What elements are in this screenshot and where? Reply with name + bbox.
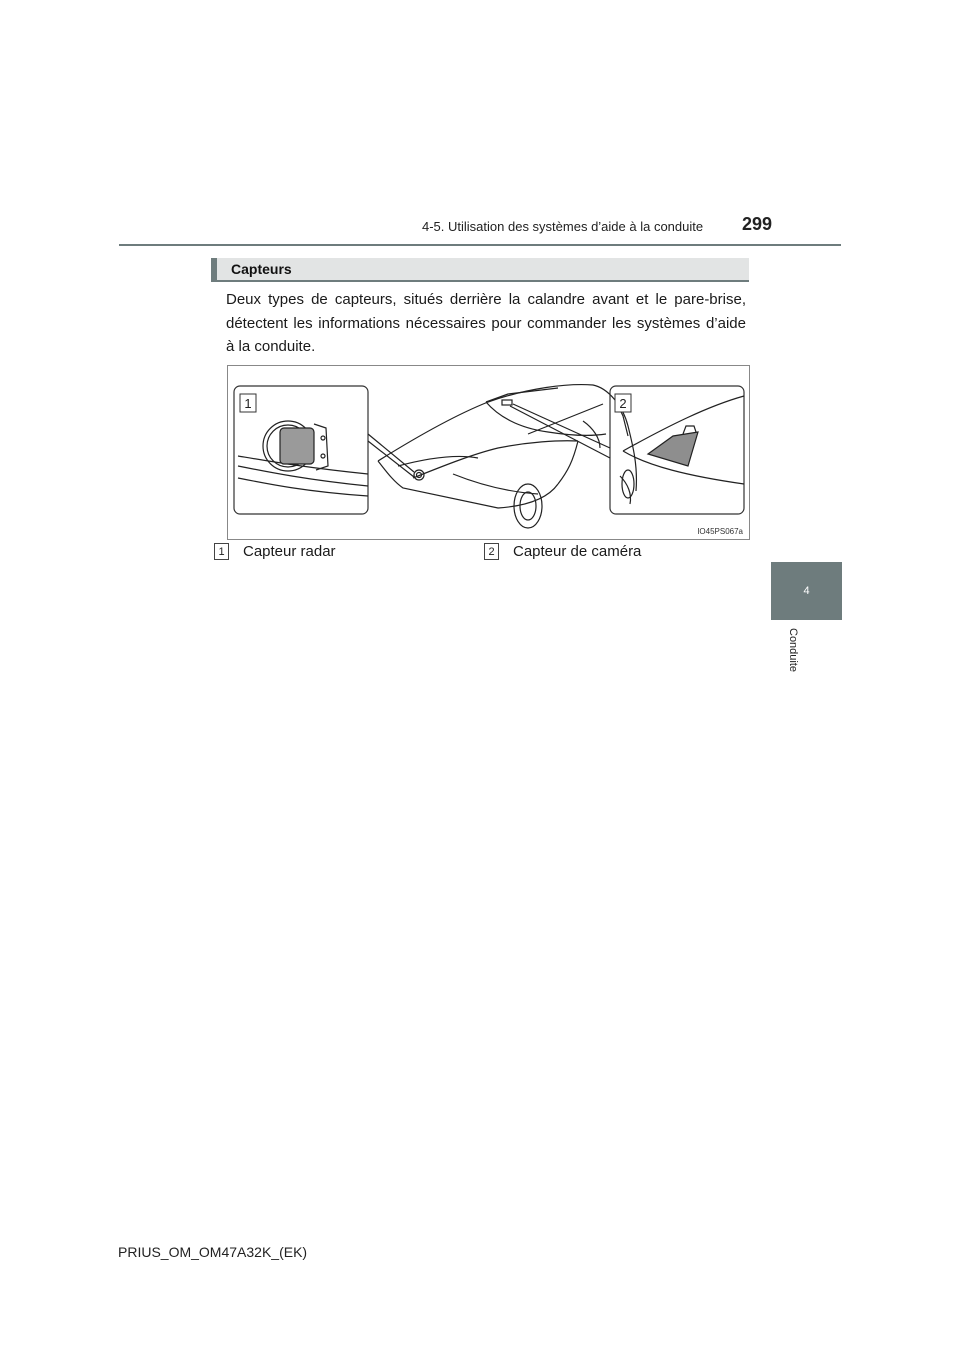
caption-number-2: 2 (484, 543, 499, 560)
chapter-number: 4 (803, 585, 810, 597)
callout-1-label: 1 (244, 396, 252, 411)
chapter-tab[interactable] (771, 562, 842, 620)
sensor-illustration (227, 365, 750, 540)
caption-number-1: 1 (214, 543, 229, 560)
car-sensors-drawing (228, 366, 749, 539)
caption-camera (484, 543, 641, 560)
section-heading-bar (211, 258, 749, 282)
header-divider (119, 244, 841, 246)
figure-code: IO45PS067a (697, 527, 743, 536)
running-header-section: 4-5. Utilisation des systèmes d’aide à la conduite (422, 219, 704, 234)
caption-radar (214, 543, 336, 560)
footer-doc-id: PRIUS_OM_OM47A32K_(EK) (118, 1244, 308, 1260)
caption-label-2: Capteur de caméra (513, 543, 642, 560)
body-paragraph: Deux types de capteurs, situés derrière la calandre avant et le pare-brise, détectent les informations nécessaires pour commander les systèmes d’aide à la conduite. (226, 291, 746, 355)
caption-label-1: Capteur radar (243, 543, 336, 560)
section-title: Capteurs (231, 261, 292, 277)
chapter-label: Conduite (787, 628, 799, 673)
page-number: 299 (742, 214, 773, 234)
callout-2-label: 2 (619, 396, 627, 411)
